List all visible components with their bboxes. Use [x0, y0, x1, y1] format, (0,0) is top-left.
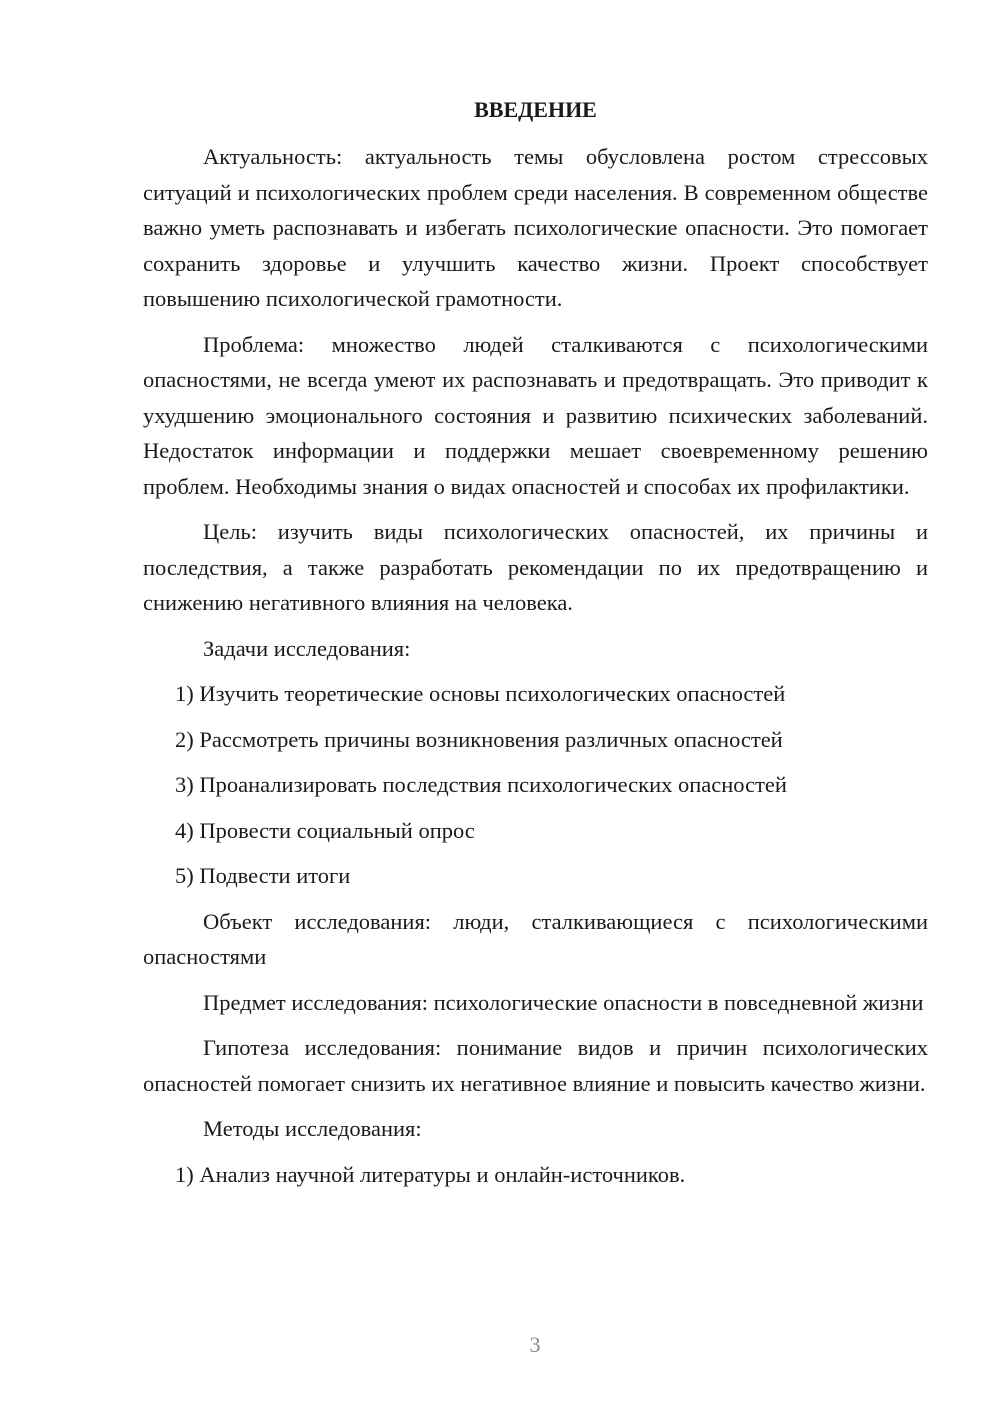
page-number: 3 — [529, 1332, 541, 1357]
methods-heading: Методы исследования: — [203, 1116, 422, 1141]
methods-list — [143, 1157, 928, 1193]
subject-paragraph: Предмет исследования: психологические опасности в повседневной жизни — [203, 989, 924, 1015]
task-item: 5) Подвести итоги — [175, 863, 351, 888]
problem-paragraph: Проблема: множество людей сталкиваются с психологическими опасностями, не всегда умеют их распознавать и предотвращать. Это приводит к ухудшению эмоционального состояния и развитию психических заболеваний. Недостаток информации и поддержки мешает своевременному решению проблем. Необходимы знания о видах опасностей и способах их профилактики. — [143, 331, 928, 499]
document-page — [143, 94, 928, 1202]
task-item: 3) Проанализировать последствия психологических опасностей — [175, 772, 787, 797]
tasks-heading: Задачи исследования: — [203, 635, 411, 661]
goal-paragraph: Цель: изучить виды психологических опасностей, их причины и последствия, а также разработать рекомендации по их предотвращению и снижению негативного влияния на человека. — [143, 519, 928, 615]
object-paragraph: Объект исследования: люди, сталкивающиеся с психологическими опасностями — [143, 908, 928, 969]
relevance-paragraph: Актуальность: актуальность темы обусловлена ростом стрессовых ситуаций и психологических проблем среди населения. В современном обществе важно уметь распознавать и избегать психологические опасности. Это помогает сохранить здоровье и улучшить качество жизни. Проект способствует повышению психологической грамотности. — [143, 144, 928, 311]
method-item: 1) Анализ научной литературы и онлайн-источников. — [175, 1161, 686, 1187]
task-item: 4) Провести социальный опрос — [175, 817, 475, 843]
task-item: 2) Рассмотреть причины возникновения различных опасностей — [175, 726, 783, 752]
task-item: 1) Изучить теоретические основы психологических опасностей — [175, 681, 786, 706]
document-title: ВВЕДЕНИЕ — [474, 97, 597, 122]
tasks-list — [143, 676, 928, 894]
hypothesis-paragraph: Гипотеза исследования: понимание видов и причин психологических опасностей помогает снизить их негативное влияние и повысить качество жизни. — [143, 1035, 928, 1096]
